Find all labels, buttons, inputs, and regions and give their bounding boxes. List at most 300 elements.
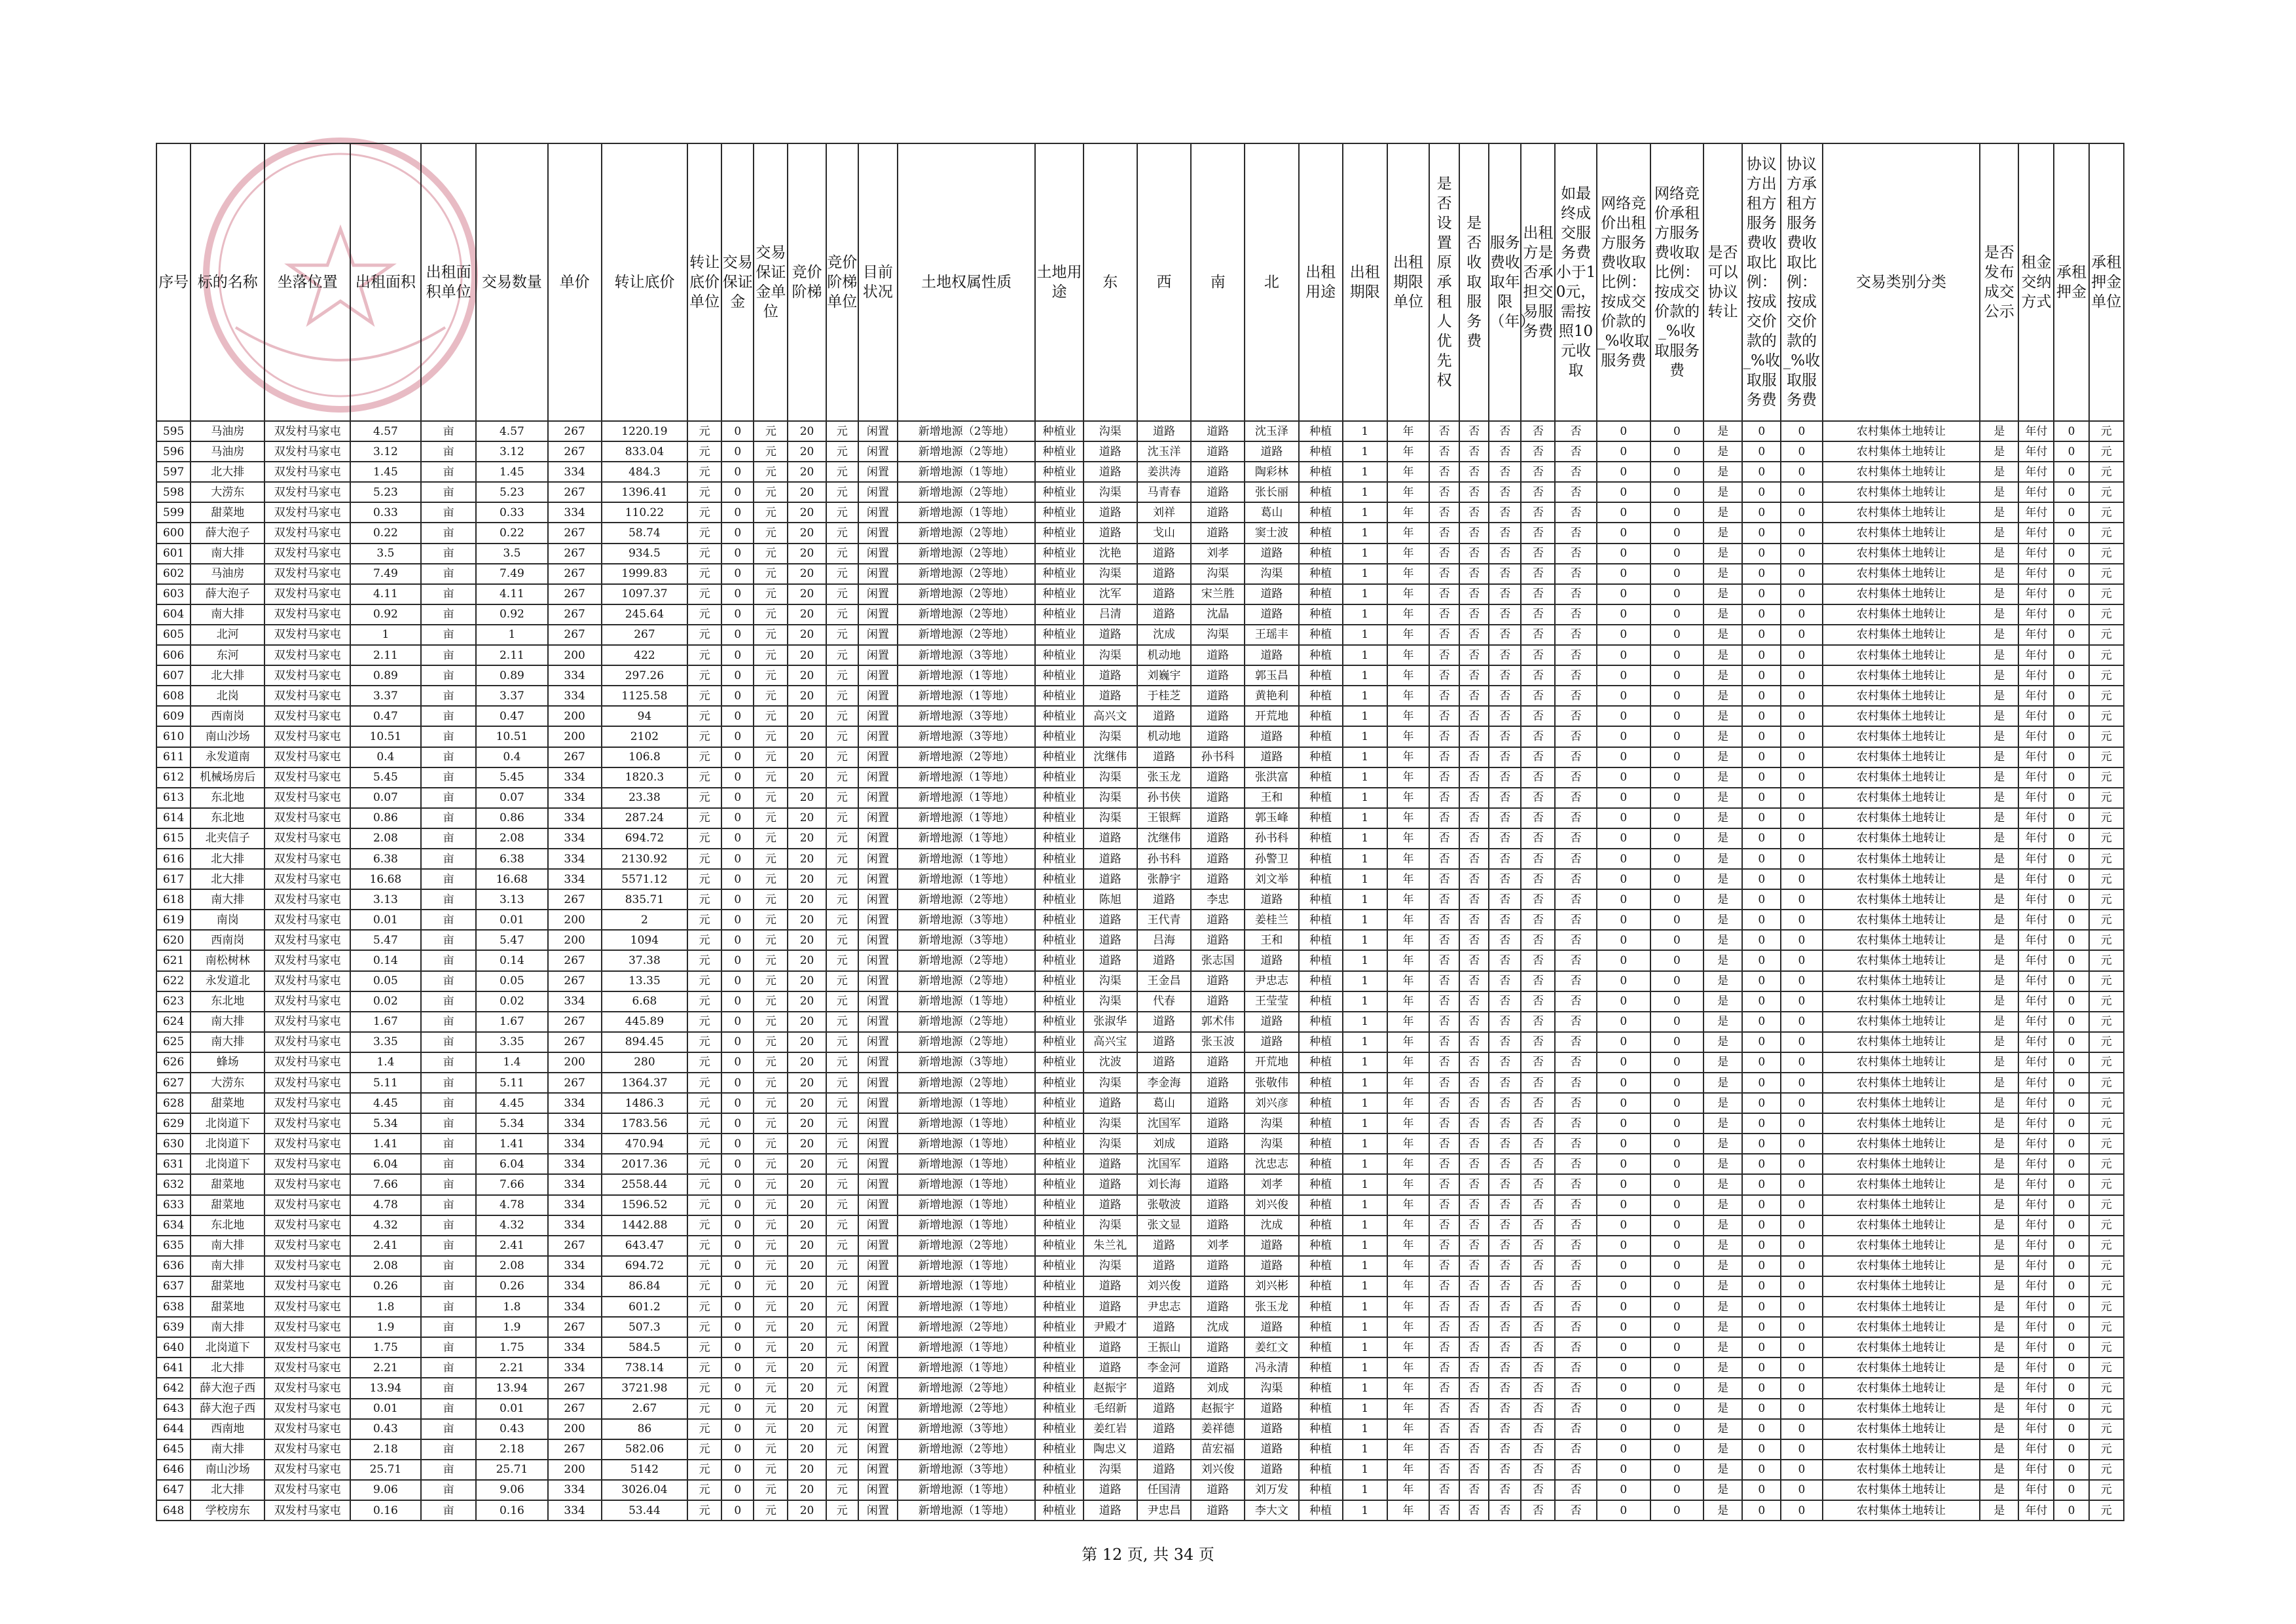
term-cell: 1	[1343, 1032, 1387, 1052]
east-cell: 沟渠	[1084, 767, 1137, 788]
unit-price-cell: 334	[548, 1154, 602, 1174]
deposit-cell: 0	[721, 706, 754, 726]
table-row	[156, 1439, 2124, 1460]
table-row	[156, 1032, 2124, 1052]
rent-use-cell: 种植	[1299, 462, 1343, 482]
column-header: 如最终成交服务费小于10元，需按照10元收取	[1555, 143, 1596, 421]
service-fee-cell: 否	[1459, 828, 1489, 849]
bid-step-unit-cell: 元	[826, 828, 858, 849]
property-cell: 新增地源（2等地）	[898, 1236, 1036, 1256]
area-unit-cell: 亩	[421, 1439, 476, 1460]
unit-price-cell: 334	[548, 1357, 602, 1378]
unit-price-cell: 200	[548, 1460, 602, 1480]
priority-cell: 否	[1429, 1134, 1459, 1154]
north-cell: 尹忠志	[1245, 971, 1298, 991]
min-fee-cell: 否	[1555, 889, 1596, 910]
online-lessor-rate-cell: 0	[1597, 1378, 1650, 1398]
property-cell: 新增地源（2等地）	[898, 1439, 1036, 1460]
table-row	[156, 645, 2124, 665]
property-cell: 新增地源（2等地）	[898, 584, 1036, 604]
lease-deposit-cell: 0	[2054, 1113, 2088, 1134]
property-cell: 新增地源（1等地）	[898, 1276, 1036, 1297]
lease-deposit-cell: 0	[2054, 1093, 2088, 1113]
base-price-unit-cell: 元	[687, 971, 721, 991]
term-cell: 1	[1343, 788, 1387, 808]
base-price-unit-cell: 元	[687, 1419, 721, 1439]
publish-cell: 是	[1980, 645, 2018, 665]
online-lessor-rate-cell: 0	[1597, 645, 1650, 665]
priority-cell: 否	[1429, 1154, 1459, 1174]
unit-price-cell: 200	[548, 706, 602, 726]
area-cell: 4.32	[350, 1215, 421, 1236]
bid-step-cell: 20	[788, 1113, 826, 1134]
property-cell: 新增地源（2等地）	[898, 625, 1036, 645]
online-lessee-rate-cell: 0	[1650, 1052, 1704, 1073]
fee-years-cell: 否	[1489, 1073, 1521, 1093]
location-cell: 双发村马家屯	[264, 950, 350, 970]
unit-price-cell: 334	[548, 869, 602, 889]
base-price-unit-cell: 元	[687, 441, 721, 462]
lease-deposit-unit-cell: 元	[2089, 1480, 2124, 1500]
base-price-cell: 1486.3	[602, 1093, 687, 1113]
online-lessee-rate-cell: 0	[1650, 686, 1704, 706]
land-use-cell: 种植业	[1035, 971, 1083, 991]
publish-cell: 是	[1980, 604, 2018, 625]
lease-deposit-unit-cell: 元	[2089, 889, 2124, 910]
west-cell: 道路	[1137, 1419, 1191, 1439]
term-cell: 1	[1343, 421, 1387, 441]
category-cell: 农村集体土地转让	[1823, 604, 1980, 625]
fee-years-cell: 否	[1489, 747, 1521, 767]
bid-step-unit-cell: 元	[826, 1297, 858, 1317]
land-use-cell: 种植业	[1035, 564, 1083, 584]
online-lessor-rate-cell: 0	[1597, 1399, 1650, 1419]
neg-lessee-rate-cell: 0	[1781, 1093, 1822, 1113]
publish-cell: 是	[1980, 1093, 2018, 1113]
lease-deposit-unit-cell: 元	[2089, 971, 2124, 991]
bid-step-cell: 20	[788, 1276, 826, 1297]
north-cell: 李大文	[1245, 1500, 1298, 1521]
west-cell: 尹忠昌	[1137, 1500, 1191, 1521]
base-price-cell: 2102	[602, 726, 687, 747]
column-header: 是否收取服务费	[1459, 143, 1489, 421]
area-unit-cell: 亩	[421, 604, 476, 625]
area-cell: 1.75	[350, 1337, 421, 1357]
base-price-cell: 280	[602, 1052, 687, 1073]
east-cell: 道路	[1084, 910, 1137, 930]
negotiable-cell: 是	[1704, 1032, 1742, 1052]
service-fee-cell: 否	[1459, 930, 1489, 950]
fee-years-cell: 否	[1489, 1134, 1521, 1154]
bid-step-cell: 20	[788, 645, 826, 665]
base-price-unit-cell: 元	[687, 950, 721, 970]
online-lessor-rate-cell: 0	[1597, 1215, 1650, 1236]
negotiable-cell: 是	[1704, 808, 1742, 828]
property-cell: 新增地源（1等地）	[898, 1357, 1036, 1378]
area-unit-cell: 亩	[421, 991, 476, 1012]
property-cell: 新增地源（1等地）	[898, 665, 1036, 686]
lease-deposit-cell: 0	[2054, 686, 2088, 706]
neg-lessee-rate-cell: 0	[1781, 808, 1822, 828]
land-use-cell: 种植业	[1035, 625, 1083, 645]
east-cell: 尹殿才	[1084, 1317, 1137, 1337]
deposit-cell: 0	[721, 1052, 754, 1073]
neg-lessee-rate-cell: 0	[1781, 1378, 1822, 1398]
term-unit-cell: 年	[1387, 502, 1429, 523]
table-row	[156, 482, 2124, 502]
payment-cell: 年付	[2018, 1195, 2054, 1215]
priority-cell: 否	[1429, 1195, 1459, 1215]
area-unit-cell: 亩	[421, 1357, 476, 1378]
area-unit-cell: 亩	[421, 1256, 476, 1276]
lease-deposit-cell: 0	[2054, 604, 2088, 625]
fee-years-cell: 否	[1489, 767, 1521, 788]
service-fee-cell: 否	[1459, 502, 1489, 523]
lease-deposit-unit-cell: 元	[2089, 1419, 2124, 1439]
priority-cell: 否	[1429, 1093, 1459, 1113]
base-price-unit-cell: 元	[687, 645, 721, 665]
area-cell: 0.47	[350, 706, 421, 726]
unit-price-cell: 200	[548, 910, 602, 930]
online-lessor-rate-cell: 0	[1597, 726, 1650, 747]
bid-step-unit-cell: 元	[826, 910, 858, 930]
lessor-fee-cell: 否	[1521, 482, 1555, 502]
category-cell: 农村集体土地转让	[1823, 1297, 1980, 1317]
deposit-unit-cell: 元	[754, 910, 788, 930]
rent-use-cell: 种植	[1299, 625, 1343, 645]
rent-use-cell: 种植	[1299, 1012, 1343, 1032]
area-unit-cell: 亩	[421, 1399, 476, 1419]
land-use-cell: 种植业	[1035, 767, 1083, 788]
column-header: 协议方承租方服务费收取比例：按成交价款的_%收取服务费	[1781, 143, 1822, 421]
quantity-cell: 3.35	[476, 1032, 547, 1052]
table-row	[156, 1337, 2124, 1357]
north-cell: 道路	[1245, 645, 1298, 665]
table-row	[156, 930, 2124, 950]
neg-lessee-rate-cell: 0	[1781, 767, 1822, 788]
table-row	[156, 564, 2124, 584]
west-cell: 道路	[1137, 584, 1191, 604]
online-lessee-rate-cell: 0	[1650, 1317, 1704, 1337]
fee-years-cell: 否	[1489, 1480, 1521, 1500]
status-cell: 闲置	[858, 523, 898, 543]
location-cell: 双发村马家屯	[264, 889, 350, 910]
term-unit-cell: 年	[1387, 1236, 1429, 1256]
lease-deposit-unit-cell: 元	[2089, 1174, 2124, 1194]
deposit-cell: 0	[721, 889, 754, 910]
seq-cell: 643	[156, 1399, 191, 1419]
seq-cell: 634	[156, 1215, 191, 1236]
neg-lessor-rate-cell: 0	[1742, 462, 1781, 482]
seq-cell: 619	[156, 910, 191, 930]
area-unit-cell: 亩	[421, 625, 476, 645]
east-cell: 道路	[1084, 625, 1137, 645]
area-cell: 9.06	[350, 1480, 421, 1500]
bid-step-unit-cell: 元	[826, 1215, 858, 1236]
location-cell: 双发村马家屯	[264, 1052, 350, 1073]
neg-lessee-rate-cell: 0	[1781, 1174, 1822, 1194]
seq-cell: 630	[156, 1134, 191, 1154]
payment-cell: 年付	[2018, 747, 2054, 767]
lessor-fee-cell: 否	[1521, 1399, 1555, 1419]
term-cell: 1	[1343, 1480, 1387, 1500]
category-cell: 农村集体土地转让	[1823, 1460, 1980, 1480]
lease-deposit-unit-cell: 元	[2089, 1236, 2124, 1256]
priority-cell: 否	[1429, 747, 1459, 767]
term-cell: 1	[1343, 665, 1387, 686]
north-cell: 道路	[1245, 604, 1298, 625]
property-cell: 新增地源（1等地）	[898, 991, 1036, 1012]
name-cell: 东北地	[191, 1215, 264, 1236]
west-cell: 戈山	[1137, 523, 1191, 543]
min-fee-cell: 否	[1555, 1399, 1596, 1419]
north-cell: 王和	[1245, 788, 1298, 808]
lessor-fee-cell: 否	[1521, 869, 1555, 889]
neg-lessor-rate-cell: 0	[1742, 482, 1781, 502]
online-lessee-rate-cell: 0	[1650, 849, 1704, 869]
property-cell: 新增地源（1等地）	[898, 1337, 1036, 1357]
bid-step-cell: 20	[788, 1154, 826, 1174]
fee-years-cell: 否	[1489, 1012, 1521, 1032]
bid-step-unit-cell: 元	[826, 1236, 858, 1256]
quantity-cell: 3.13	[476, 889, 547, 910]
deposit-cell: 0	[721, 1012, 754, 1032]
term-unit-cell: 年	[1387, 726, 1429, 747]
area-cell: 2.21	[350, 1357, 421, 1378]
neg-lessor-rate-cell: 0	[1742, 1215, 1781, 1236]
bid-step-cell: 20	[788, 625, 826, 645]
base-price-unit-cell: 元	[687, 1256, 721, 1276]
seq-cell: 623	[156, 991, 191, 1012]
neg-lessor-rate-cell: 0	[1742, 625, 1781, 645]
online-lessee-rate-cell: 0	[1650, 1012, 1704, 1032]
category-cell: 农村集体土地转让	[1823, 767, 1980, 788]
land-use-cell: 种植业	[1035, 1093, 1083, 1113]
negotiable-cell: 是	[1704, 1480, 1742, 1500]
deposit-cell: 0	[721, 1256, 754, 1276]
name-cell: 北夹信子	[191, 828, 264, 849]
neg-lessee-rate-cell: 0	[1781, 950, 1822, 970]
east-cell: 道路	[1084, 462, 1137, 482]
neg-lessee-rate-cell: 0	[1781, 889, 1822, 910]
location-cell: 双发村马家屯	[264, 1256, 350, 1276]
name-cell: 北大排	[191, 462, 264, 482]
lease-deposit-unit-cell: 元	[2089, 523, 2124, 543]
rent-use-cell: 种植	[1299, 726, 1343, 747]
deposit-cell: 0	[721, 1399, 754, 1419]
land-use-cell: 种植业	[1035, 462, 1083, 482]
deposit-cell: 0	[721, 1174, 754, 1194]
west-cell: 刘兴俊	[1137, 1276, 1191, 1297]
area-unit-cell: 亩	[421, 502, 476, 523]
south-cell: 道路	[1191, 645, 1245, 665]
term-cell: 1	[1343, 1399, 1387, 1419]
term-cell: 1	[1343, 1439, 1387, 1460]
priority-cell: 否	[1429, 645, 1459, 665]
east-cell: 道路	[1084, 950, 1137, 970]
unit-price-cell: 334	[548, 1113, 602, 1134]
payment-cell: 年付	[2018, 849, 2054, 869]
column-header: 交易保证金	[721, 143, 754, 421]
lessor-fee-cell: 否	[1521, 767, 1555, 788]
priority-cell: 否	[1429, 950, 1459, 970]
status-cell: 闲置	[858, 849, 898, 869]
table-row	[156, 726, 2124, 747]
unit-price-cell: 200	[548, 930, 602, 950]
publish-cell: 是	[1980, 767, 2018, 788]
quantity-cell: 7.66	[476, 1174, 547, 1194]
south-cell: 道路	[1191, 706, 1245, 726]
min-fee-cell: 否	[1555, 441, 1596, 462]
deposit-cell: 0	[721, 1297, 754, 1317]
bid-step-cell: 20	[788, 828, 826, 849]
area-cell: 1	[350, 625, 421, 645]
payment-cell: 年付	[2018, 889, 2054, 910]
land-use-cell: 种植业	[1035, 747, 1083, 767]
east-cell: 姜红岩	[1084, 1419, 1137, 1439]
area-cell: 10.51	[350, 726, 421, 747]
column-header: 服务费收取年限（年）	[1489, 143, 1521, 421]
lease-deposit-cell: 0	[2054, 1032, 2088, 1052]
service-fee-cell: 否	[1459, 1093, 1489, 1113]
area-cell: 3.35	[350, 1032, 421, 1052]
min-fee-cell: 否	[1555, 1357, 1596, 1378]
neg-lessee-rate-cell: 0	[1781, 1032, 1822, 1052]
unit-price-cell: 334	[548, 849, 602, 869]
status-cell: 闲置	[858, 767, 898, 788]
column-header: 土地用途	[1035, 143, 1083, 421]
category-cell: 农村集体土地转让	[1823, 1012, 1980, 1032]
location-cell: 双发村马家屯	[264, 971, 350, 991]
base-price-cell: 1783.56	[602, 1113, 687, 1134]
north-cell: 道路	[1245, 1419, 1298, 1439]
bid-step-cell: 20	[788, 747, 826, 767]
term-cell: 1	[1343, 706, 1387, 726]
bid-step-cell: 20	[788, 706, 826, 726]
name-cell: 永发道南	[191, 747, 264, 767]
payment-cell: 年付	[2018, 584, 2054, 604]
priority-cell: 否	[1429, 482, 1459, 502]
fee-years-cell: 否	[1489, 869, 1521, 889]
column-header: 是否设置原承租人优先权	[1429, 143, 1459, 421]
priority-cell: 否	[1429, 930, 1459, 950]
east-cell: 高兴宝	[1084, 1032, 1137, 1052]
north-cell: 郭玉昌	[1245, 665, 1298, 686]
rent-use-cell: 种植	[1299, 1134, 1343, 1154]
service-fee-cell: 否	[1459, 1297, 1489, 1317]
negotiable-cell: 是	[1704, 1276, 1742, 1297]
column-header: 交易保证金单位	[754, 143, 788, 421]
payment-cell: 年付	[2018, 910, 2054, 930]
term-unit-cell: 年	[1387, 1113, 1429, 1134]
lessor-fee-cell: 否	[1521, 747, 1555, 767]
neg-lessee-rate-cell: 0	[1781, 828, 1822, 849]
west-cell: 道路	[1137, 1012, 1191, 1032]
quantity-cell: 2.11	[476, 645, 547, 665]
priority-cell: 否	[1429, 625, 1459, 645]
land-lease-table	[156, 143, 2124, 1521]
neg-lessee-rate-cell: 0	[1781, 686, 1822, 706]
column-header: 出租期限单位	[1387, 143, 1429, 421]
category-cell: 农村集体土地转让	[1823, 930, 1980, 950]
west-cell: 道路	[1137, 421, 1191, 441]
rent-use-cell: 种植	[1299, 1113, 1343, 1134]
name-cell: 薛大泡子	[191, 584, 264, 604]
east-cell: 道路	[1084, 1337, 1137, 1357]
south-cell: 道路	[1191, 1256, 1245, 1276]
bid-step-cell: 20	[788, 421, 826, 441]
south-cell: 道路	[1191, 869, 1245, 889]
base-price-cell: 2130.92	[602, 849, 687, 869]
priority-cell: 否	[1429, 604, 1459, 625]
online-lessor-rate-cell: 0	[1597, 849, 1650, 869]
publish-cell: 是	[1980, 1113, 2018, 1134]
property-cell: 新增地源（2等地）	[898, 1399, 1036, 1419]
lessor-fee-cell: 否	[1521, 726, 1555, 747]
location-cell: 双发村马家屯	[264, 828, 350, 849]
lease-deposit-unit-cell: 元	[2089, 767, 2124, 788]
quantity-cell: 6.04	[476, 1154, 547, 1174]
north-cell: 道路	[1245, 1236, 1298, 1256]
column-header: 网络竞价承租方服务费收取比例：按成交价款的_%收取服务费	[1650, 143, 1704, 421]
seq-cell: 635	[156, 1236, 191, 1256]
west-cell: 道路	[1137, 889, 1191, 910]
column-header: 出租期限	[1343, 143, 1387, 421]
lessor-fee-cell: 否	[1521, 971, 1555, 991]
land-use-cell: 种植业	[1035, 1236, 1083, 1256]
seq-cell: 640	[156, 1337, 191, 1357]
term-cell: 1	[1343, 767, 1387, 788]
property-cell: 新增地源（1等地）	[898, 849, 1036, 869]
location-cell: 双发村马家屯	[264, 564, 350, 584]
north-cell: 葛山	[1245, 502, 1298, 523]
priority-cell: 否	[1429, 1276, 1459, 1297]
unit-price-cell: 334	[548, 1480, 602, 1500]
base-price-cell: 3026.04	[602, 1480, 687, 1500]
term-unit-cell: 年	[1387, 1460, 1429, 1480]
priority-cell: 否	[1429, 523, 1459, 543]
west-cell: 道路	[1137, 1052, 1191, 1073]
term-unit-cell: 年	[1387, 828, 1429, 849]
unit-price-cell: 334	[548, 767, 602, 788]
deposit-cell: 0	[721, 1439, 754, 1460]
rent-use-cell: 种植	[1299, 1236, 1343, 1256]
lessor-fee-cell: 否	[1521, 1093, 1555, 1113]
name-cell: 南松树林	[191, 950, 264, 970]
bid-step-unit-cell: 元	[826, 665, 858, 686]
deposit-cell: 0	[721, 808, 754, 828]
unit-price-cell: 334	[548, 1276, 602, 1297]
area-unit-cell: 亩	[421, 1317, 476, 1337]
status-cell: 闲置	[858, 1154, 898, 1174]
property-cell: 新增地源（1等地）	[898, 767, 1036, 788]
category-cell: 农村集体土地转让	[1823, 1093, 1980, 1113]
column-header: 出租方是否承担交易服务费	[1521, 143, 1555, 421]
name-cell: 马油房	[191, 441, 264, 462]
unit-price-cell: 267	[548, 544, 602, 564]
min-fee-cell: 否	[1555, 788, 1596, 808]
term-cell: 1	[1343, 726, 1387, 747]
publish-cell: 是	[1980, 1317, 2018, 1337]
service-fee-cell: 否	[1459, 645, 1489, 665]
term-cell: 1	[1343, 1154, 1387, 1174]
quantity-cell: 4.32	[476, 1215, 547, 1236]
property-cell: 新增地源（2等地）	[898, 747, 1036, 767]
seq-cell: 632	[156, 1174, 191, 1194]
neg-lessee-rate-cell: 0	[1781, 1500, 1822, 1521]
bid-step-unit-cell: 元	[826, 808, 858, 828]
property-cell: 新增地源（1等地）	[898, 788, 1036, 808]
